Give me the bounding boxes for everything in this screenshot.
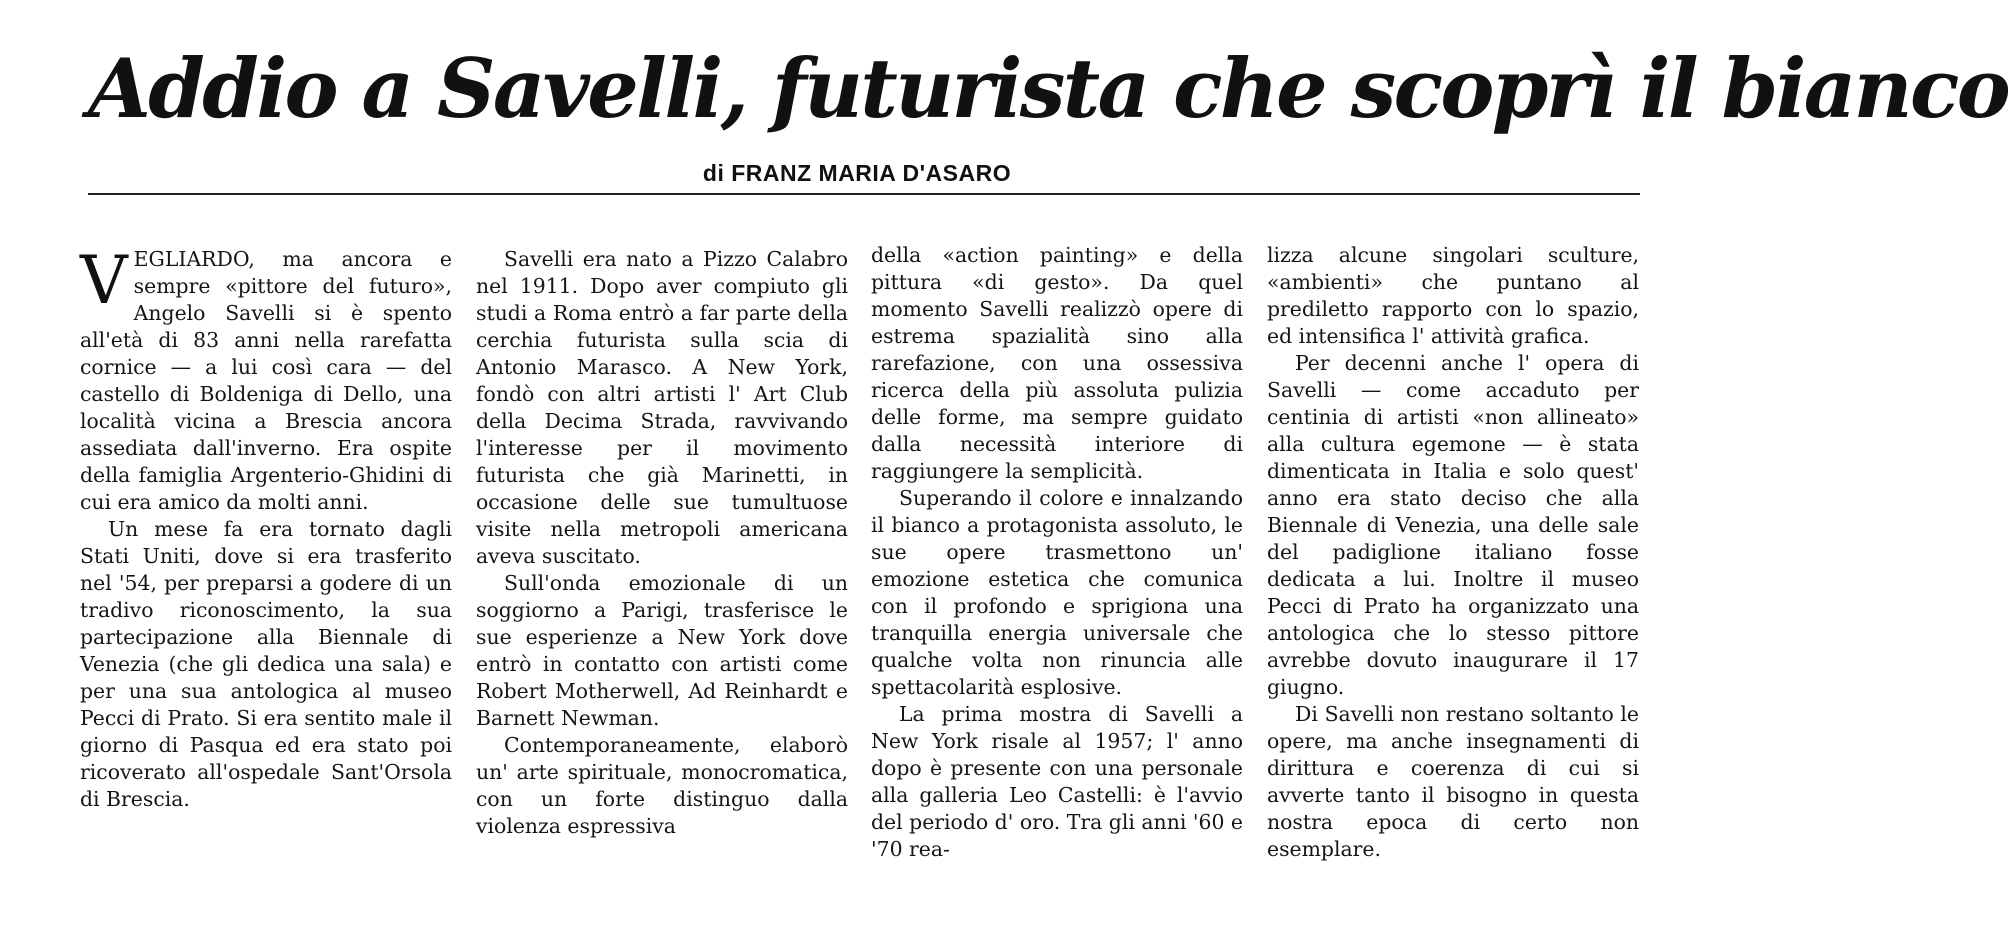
paragraph: Savelli era nato a Pizzo Calabro nel 1911. Dopo aver compiuto gli studi a Roma entrò a far parte della cerchia futurista sulla scia di Antonio Marasco. A New York, fondò con altri artisti l' Art Club della Decima Strada, ravvivando l'interesse per il movimento futurista che già Marinetti, in occasione delle sue tumultuose visite nella metropoli americana aveva suscitato.: [476, 247, 848, 568]
paragraph: Contemporaneamente, elaborò un' arte spirituale, monocromatica, con un forte distinguo dalla violenza espressiva: [476, 733, 848, 838]
drop-cap: V: [80, 242, 128, 319]
paragraph: La prima mostra di Savelli a New York risale al 1957; l' anno dopo è presente con una personale alla galleria Leo Castelli: è l'avvio del periodo d' oro. Tra gli anni '60 e '70 rea-: [871, 702, 1243, 861]
paragraph: Di Savelli non restano soltanto le opere, ma anche insegnamenti di dirittura e coerenza di cui si avverte tanto il bisogno in questa nostra epoca di certo non esemplare.: [1267, 702, 1639, 861]
paragraph: Un mese fa era tornato dagli Stati Uniti, dove si era trasferito nel '54, per preparsi a godere di un tradivo riconoscimento, la sua partecipazione alla Biennale di Venezia (che gli dedica una sala) e per una sua antologica al museo Pecci di Prato. Si era sentito male il giorno di Pasqua ed era stato poi ricoverato all'ospedale Sant'Orsola di Brescia.: [80, 517, 452, 811]
article-column-1: [80, 242, 452, 813]
article-column-3: [871, 242, 1243, 863]
headline: Addio a Savelli, futurista che scoprì il bianco: [88, 42, 2008, 137]
article-column-4: [1267, 242, 1639, 863]
paragraph: Superando il colore e innalzando il bianco a protagonista assoluto, le sue opere trasmettono un' emozione estetica che comunica con il profondo e sprigiona una tranquilla energia universale che qualche volta non rinuncia alle spettacolarità esplosive.: [871, 486, 1243, 699]
paragraph-text: EGLIARDO, ma ancora e sempre «pittore del futuro», Angelo Savelli si è spento all'età di 83 anni nella rarefatta cornice — a lui così cara — del castello di Boldeniga di Dello, una località vicina a Brescia ancora assediata dall'inverno. Era ospite della famiglia Argenterio-Ghidini di cui era amico da molti anni.: [80, 247, 452, 514]
paragraph: Sull'onda emozionale di un soggiorno a Parigi, trasferisce le sue esperienze a New York dove entrò in contatto con artisti come Robert Motherwell, Ad Reinhardt e Barnett Newman.: [476, 571, 848, 730]
article-column-2: [476, 246, 848, 840]
byline: di FRANZ MARIA D'ASARO: [702, 160, 1012, 186]
header-rule: [88, 193, 1640, 195]
paragraph: della «action painting» e della pittura «di gesto». Da quel momento Savelli realizzò opere di estrema spazialità sino alla rarefazione, con una ossessiva ricerca della più assoluta pulizia delle forme, ma sempre guidato dalla necessità interiore di raggiungere la semplicità.: [871, 243, 1243, 483]
paragraph: [80, 242, 452, 516]
paragraph: Per decenni anche l' opera di Savelli — come accaduto per centinia di artisti «non allineato» alla cultura egemone — è stata dimenticata in Italia e solo quest' anno era stato deciso che alla Biennale di Venezia, una delle sale del padiglione italiano fosse dedicata a lui. Inoltre il museo Pecci di Prato ha organizzato una antologica che lo stesso pittore avrebbe dovuto inaugurare il 17 giugno.: [1267, 351, 1639, 699]
paragraph: lizza alcune singolari sculture, «ambienti» che puntano al prediletto rapporto con lo spazio, ed intensifica l' attività grafica.: [1267, 243, 1639, 348]
